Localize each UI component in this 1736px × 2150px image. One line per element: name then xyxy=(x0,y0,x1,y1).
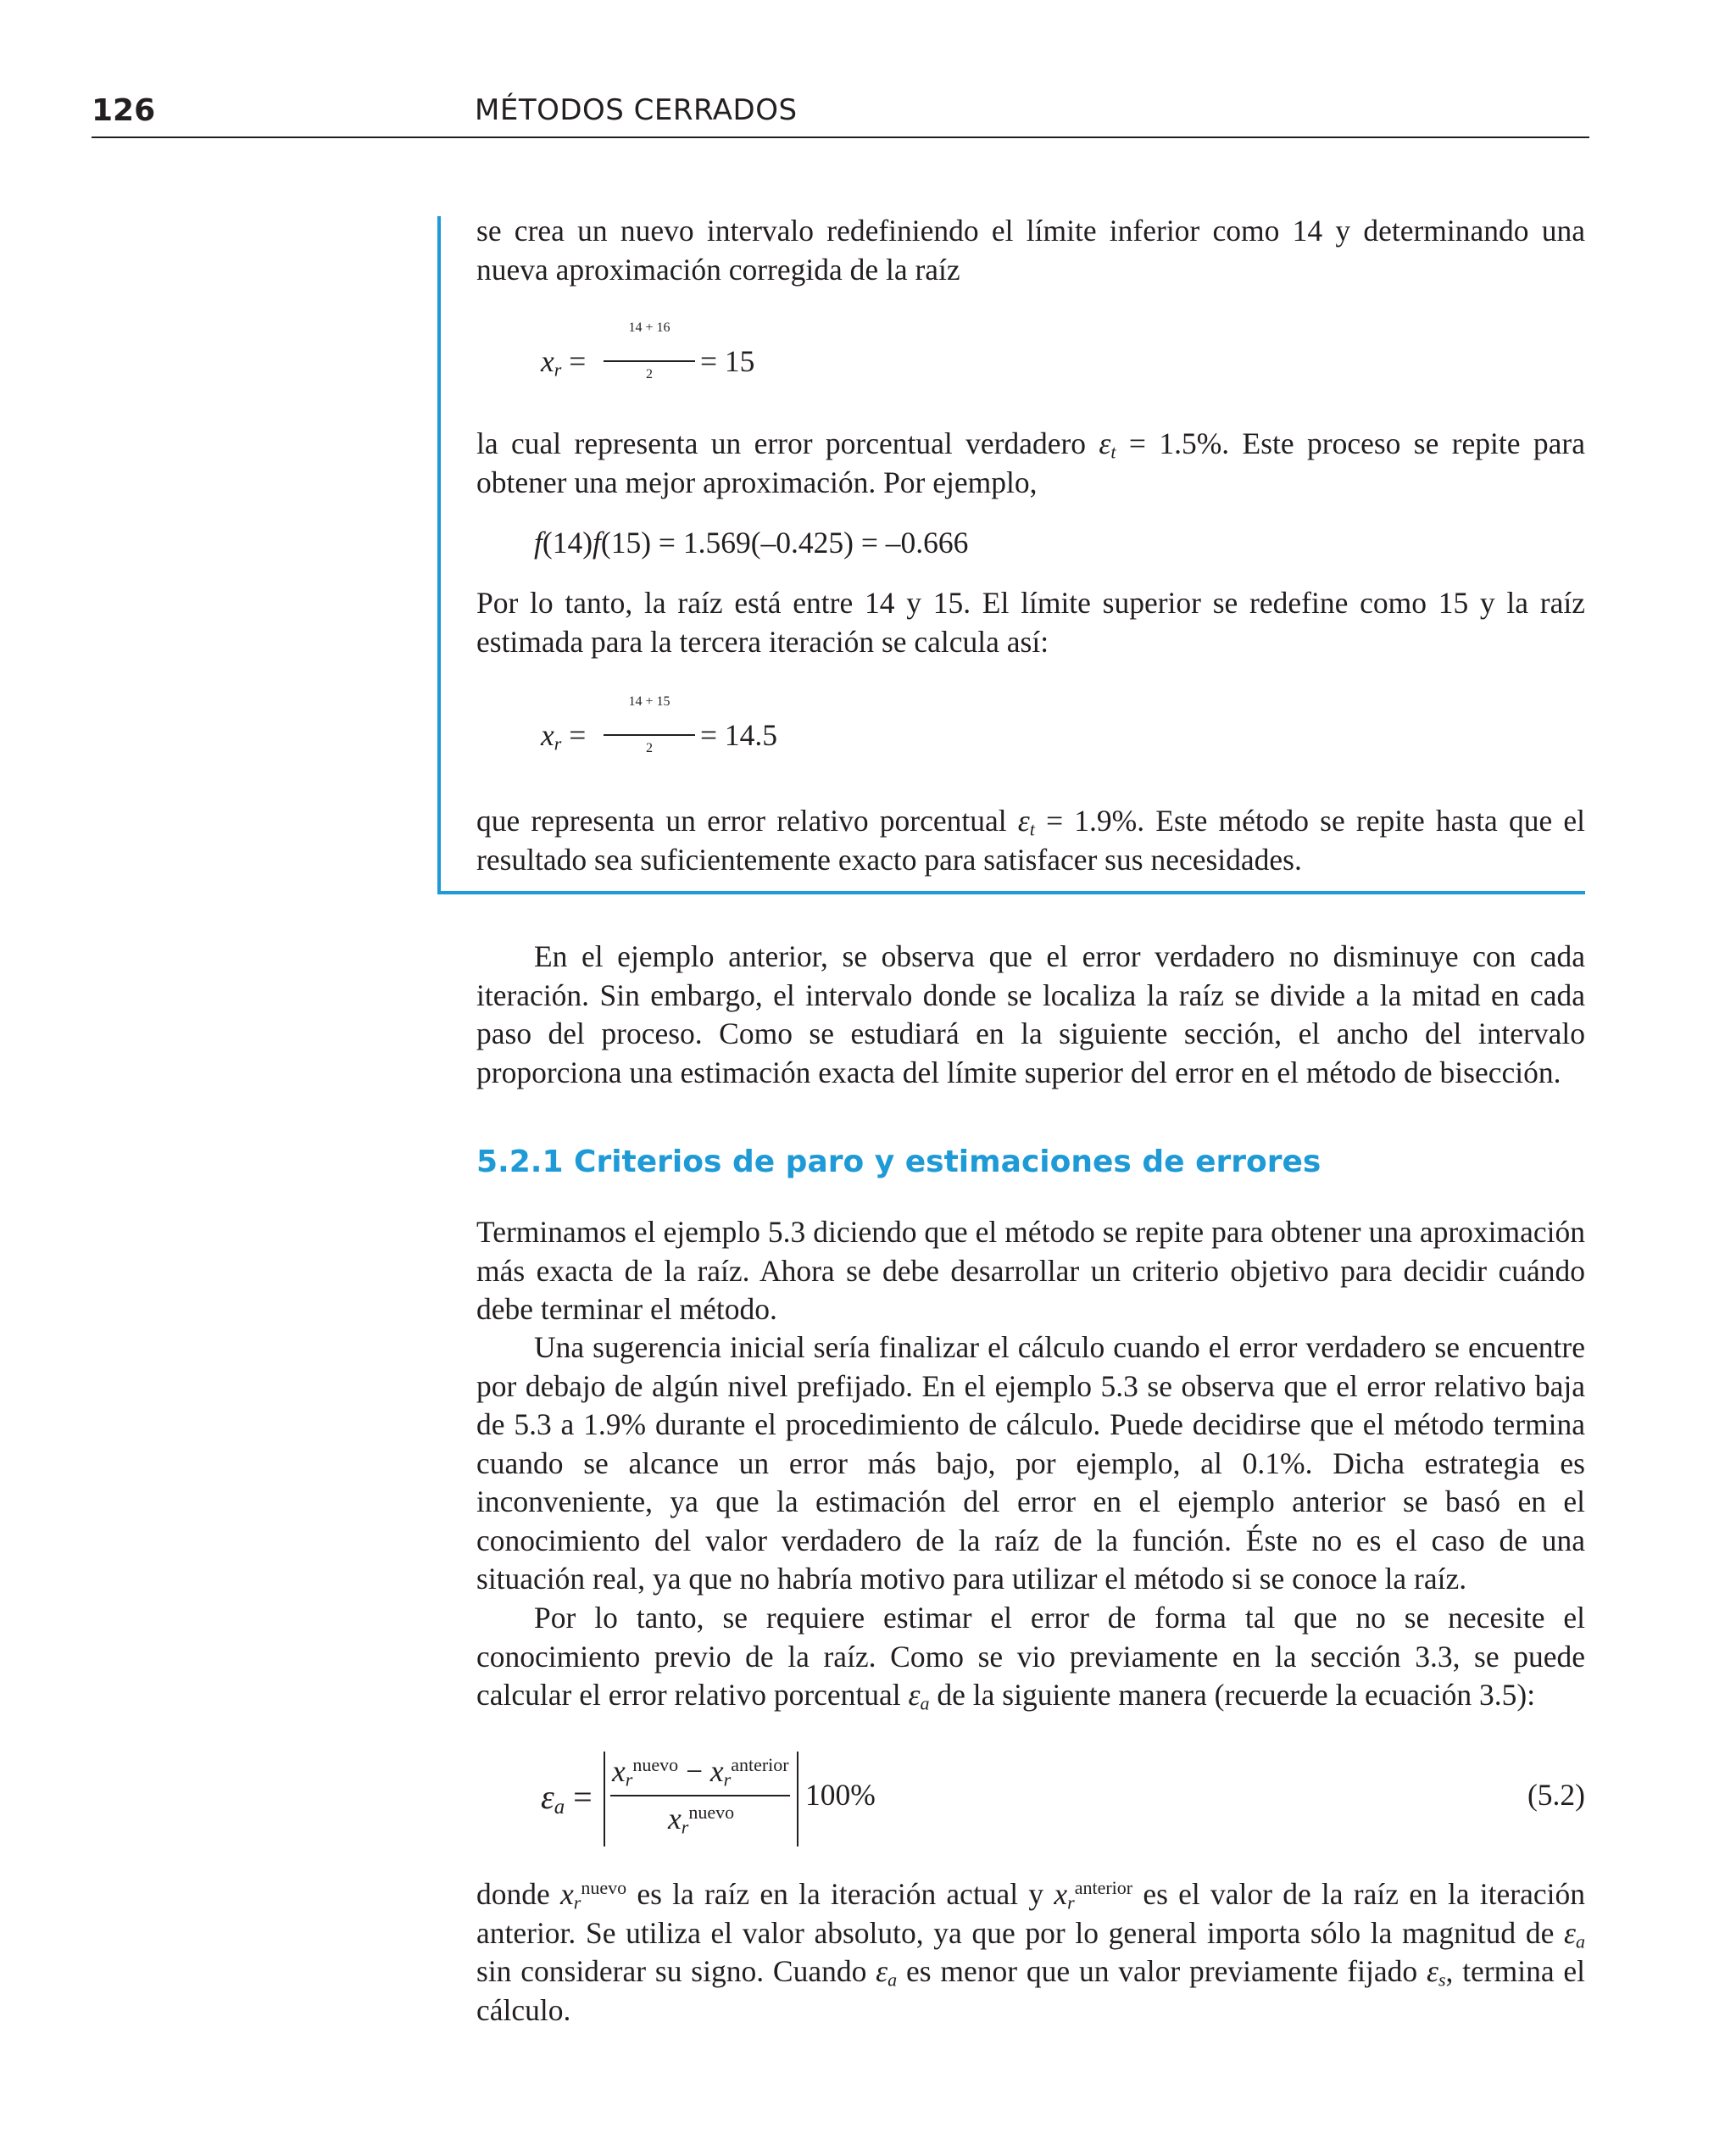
equation-number: (5.2) xyxy=(1527,1778,1585,1812)
abs-bar-right xyxy=(797,1752,798,1846)
box-paragraph-3: Por lo tanto, la raíz está entre 14 y 15. El límite superior se redefine como 15 y la raíz estimada para la tercera iteración se calcula así: xyxy=(476,586,1585,659)
eq3-rhs: = 14.5 xyxy=(700,718,778,752)
box-paragraph-2: la cual representa un error porcentual verdadero $\varepsilon_t = 1.5\%$. Este proceso se repite para obtener una mejor aproximación. Por ejemplo, xyxy=(476,426,1585,499)
eq4-percent: 100% xyxy=(805,1778,876,1812)
eq4-numerator: $x_r^{nuevo} - x_r^{anterior}$ xyxy=(612,1753,789,1791)
body-paragraph-1: En el ejemplo anterior, se observa que el error verdadero no disminuye con cada iteración. Sin embargo, el intervalo donde se localiza la raíz se divide a la mitad en cada paso del proceso. Como se estudiará en la siguiente sección, el ancho del intervalo proporciona una estimación exacta del límite superior del error en el método de bisección. xyxy=(476,939,1585,1089)
box-paragraph-4: que representa un error relativo porcentual $\varepsilon_t = 1.9\%$. Este método se repite hasta que el resultado sea suficientemente exacto para satisfacer sus necesidades. xyxy=(476,804,1586,877)
eq4-denominator: $x_r^{nuevo}$ xyxy=(668,1801,735,1838)
eq3-denominator: 2 xyxy=(646,741,653,755)
eq4-fraction-bar xyxy=(610,1795,790,1796)
eq3-lhs-sub: r xyxy=(554,732,562,755)
body-paragraph-3: Una sugerencia inicial sería finalizar el cálculo cuando el error verdadero se encuentre por debajo de algún nivel prefijado. En el ejemplo 5.3 se observa que el error relativo baja de 5.3 a 1.9% durante el procedimiento de cálculo. Puede decidirse que el método termina cuando se alcance un error más bajo, por ejemplo, al 0.1%. Dicha estrategia es inconveniente, ya que la estimación del error en el ejemplo anterior se basó en el conocimiento del valor verdadero de la raíz de la función. Éste no es el caso de una situación real, ya que no habría motivo para utilizar el método si se conoce la raíz. xyxy=(476,1330,1585,1596)
example-box-left-border xyxy=(437,216,441,894)
eq1-lhs: x xyxy=(541,344,554,378)
abs-bar-left xyxy=(604,1752,605,1846)
eq1-fraction-bar xyxy=(604,360,695,362)
example-box-bottom-border xyxy=(437,891,1585,894)
eq1-denominator: 2 xyxy=(646,367,653,382)
eq1-rhs: = 15 xyxy=(700,344,755,378)
page-number: 126 xyxy=(92,93,156,128)
running-title: MÉTODOS CERRADOS xyxy=(475,93,798,127)
equation-f14-f15: f(14)f(15) = 1.569(–0.425) = –0.666 xyxy=(534,526,969,560)
eq3-numerator: 14 + 15 xyxy=(628,694,670,709)
header-rule xyxy=(92,136,1589,138)
epsilon-symbol: ε xyxy=(1099,426,1111,460)
body-paragraph-4: Por lo tanto, se requiere estimar el error de forma tal que no se necesite el conocimiento previo de la raíz. Como se vio previamente en la sección 3.3, se puede calcular el error relativo porcentual $\varepsilon_a$ de la siguiente manera (recuerde la ecuación 3.5): xyxy=(476,1601,1585,1714)
eq3-fraction-bar xyxy=(604,734,695,736)
eq4-epsilon: ε xyxy=(541,1778,554,1816)
eq1-lhs-sub: r xyxy=(554,359,562,381)
body-paragraph-5: donde $x_r^{nuevo}$ es la raíz en la iteración actual y $x_r^{anterior}$ es el valor de la raíz en la iteración anterior. Se utiliza el valor absoluto, ya que por lo general importa sólo la magnitud de $\varepsilon_a$ sin considerar su signo. Cuando $\varepsilon_a$ es menor que un valor previamente fijado $\varepsilon_s$, termina el cálculo. xyxy=(476,1876,1586,2027)
textbook-page: 126 MÉTODOS CERRADOS se crea un nuevo intervalo redefiniendo el límite inferior como 14 y determinando una nueva aproximación corregida de la raíz $x_r$ = 14 + 16 2 = 15 la cual representa un error porcentual verdadero $\varepsilon_t = 1.5\%$. Este proceso se repite para obtener una mejor aproximación. Por ejemplo, f(14)f(15) = 1.569(–0.425) = –0.666 Por lo tanto, la raíz está entre 14 y 15. El límite superior se redefine como 15 y la raíz estimada para la tercera iteración se calcula así: $x_r$ = 14 + 15 2 = 14.5 que representa un error relativo porcentual $\varepsilon_t = 1.9\%$. Este método se repite hasta que el resultado sea suficientemente exacto para satisfacer sus necesidades. En el ejemplo anterior, se observa que el error verdadero no disminuye con cada iteración. Sin embargo, el intervalo donde se localiza la raíz se divide a la mitad en cada paso del proceso. Como se estudiará en la siguiente sección, el ancho del intervalo proporciona una estimación exacta del límite superior del error en el método de bisección. 5.2.1 Criterios de paro y estimaciones de errores Terminamos el ejemplo 5.3 diciendo que el método se repite para obtener una aproximación más exacta de la raíz. Ahora se debe desarrollar un criterio objetivo para decidir cuándo debe terminar el método. Una sugerencia inicial sería finalizar el cálculo cuando el error verdadero se encuentre por debajo de algún nivel prefijado. En el ejemplo 5.3 se observa que el error relativo baja de 5.3 a 1.9% durante el procedimiento de cálculo. Puede decidirse que el método termina cuando se alcance un error más bajo, por ejemplo, al 0.1%. Dicha estrategia es inconveniente, ya que la estimación del error en el ejemplo anterior se basó en el conocimiento del valor verdadero de la raíz de la función. Éste no es el caso de una situación real, ya que no habría motivo para utilizar el método si se conoce la raíz. Por lo tanto, se requiere estimar el error de forma tal que no se necesite el conocimiento previo de la raíz. Como se vio previamente en la sección 3.3, se puede calcular el error relativo porcentual $\varepsilon_a$ de la siguiente manera (recuerde la ecuación 3.5): $\varepsilon_a$ = $x_r^{nuevo} - x_r^{anterior}$ $x_r^{nuevo}$ 100% (5.2) donde $x_r^{nuevo}$ es la raíz en la iteración actual y $x_r^{anterior}$ es el valor de la raíz en la iteración anterior. Se utiliza el valor absoluto, ya que por lo general importa sólo la magnitud de $\varepsilon_a$ sin considerar su signo. Cuando $\varepsilon_a$ es menor que un valor previamente fijado $\varepsilon_s$, termina el cálculo. xyxy=(0,0,1736,2150)
eq3-lhs: x xyxy=(541,718,554,752)
section-heading: 5.2.1 Criterios de paro y estimaciones de errores xyxy=(476,1145,1321,1179)
body-paragraph-2: Terminamos el ejemplo 5.3 diciendo que el método se repite para obtener una aproximación más exacta de la raíz. Ahora se debe desarrollar un criterio objetivo para decidir cuándo debe terminar el método. xyxy=(476,1215,1585,1326)
box-paragraph-1: se crea un nuevo intervalo redefiniendo el límite inferior como 14 y determinando una nueva aproximación corregida de la raíz xyxy=(476,214,1585,287)
eq1-numerator: 14 + 16 xyxy=(628,320,670,335)
